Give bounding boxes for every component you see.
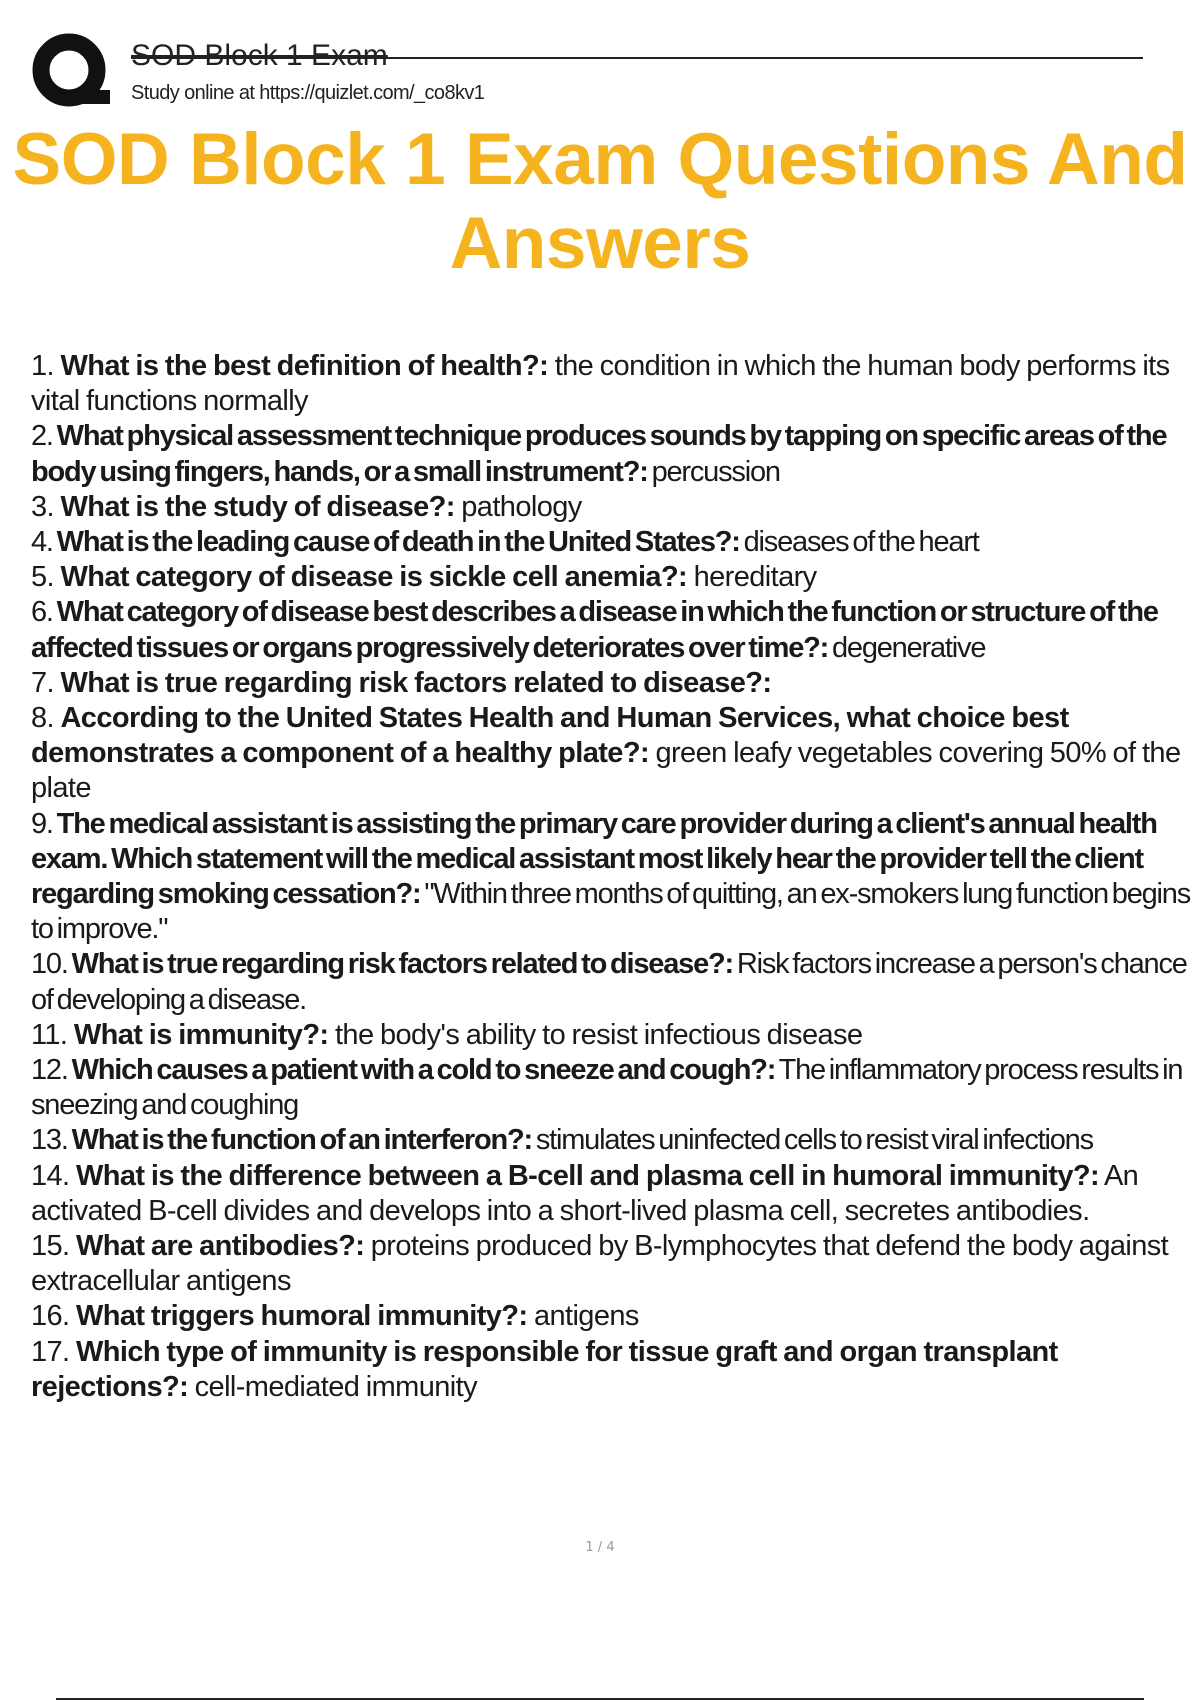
page-title: SOD Block 1 Exam Questions And Answers — [12, 119, 1188, 284]
qa-answer: degenerative — [831, 631, 986, 664]
qa-question: What triggers humoral immunity?: — [75, 1300, 528, 1333]
qa-answer: "Within three months of quitting, an ex-smokers lung function begins to improve." — [31, 878, 1191, 946]
qa-number: 12. — [31, 1054, 68, 1087]
qa-answer: green leafy vegetables covering 50% of the plate — [31, 737, 1181, 805]
qa-answer: An activated B-cell divides and develops into a short-lived plasma cell, secretes antibodies. — [31, 1159, 1139, 1227]
qa-number: 1. — [31, 350, 54, 382]
qa-question: Which type of immunity is responsible for tissue graft and organ transplant rejections?: — [31, 1335, 1058, 1403]
qa-number: 2. — [31, 420, 53, 453]
qa-question: What category of disease is sickle cell anemia?: — [60, 561, 688, 594]
qa-answer: the body's ability to resist infectious disease — [334, 1018, 863, 1051]
qa-item-12 — [31, 1053, 1200, 1123]
qa-number: 13. — [31, 1124, 68, 1157]
quizlet-q-logo-icon — [30, 30, 112, 112]
qa-number: 6. — [31, 596, 53, 629]
qa-item-16 — [31, 1299, 1200, 1334]
qa-answer: Risk factors increase a person's chance of developing a disease. — [31, 948, 1187, 1016]
header-divider — [131, 57, 1143, 59]
qa-item-3 — [31, 490, 1200, 525]
qa-number: 10. — [31, 948, 68, 981]
qa-item-10 — [31, 947, 1200, 1017]
qa-answer: antigens — [533, 1300, 639, 1333]
qa-number: 7. — [31, 666, 54, 699]
qa-number: 16. — [31, 1300, 70, 1333]
qa-item-1 — [31, 349, 1200, 419]
qa-item-7 — [31, 666, 1200, 701]
qa-answer: cell-mediated immunity — [194, 1370, 477, 1403]
qa-number: 3. — [31, 490, 54, 523]
page-number: 1 / 4 — [585, 1540, 615, 1555]
qa-question: The medical assistant is assisting the primary care provider during a client's annual health exam. Which statement will the medical assistant most likely hear the provider tell the client regarding smoking cessation?: — [31, 807, 1157, 911]
qa-number: 17. — [31, 1335, 70, 1368]
qa-item-15 — [31, 1229, 1200, 1299]
qa-item-17 — [31, 1335, 1200, 1405]
qa-answer: pathology — [461, 490, 582, 523]
qa-number: 4. — [31, 526, 53, 559]
qa-question: What is the study of disease?: — [60, 490, 455, 523]
header-title: SOD Block 1 Exam — [131, 39, 388, 72]
qa-question: What are antibodies?: — [75, 1230, 365, 1263]
qa-answer: The inflammatory process results in sneezing and coughing — [31, 1054, 1183, 1122]
qa-question: What is immunity?: — [73, 1018, 329, 1051]
qa-question: What is the best definition of health?: — [60, 350, 549, 382]
qa-question: What is the function of an interferon?: — [71, 1124, 532, 1157]
qa-question: What physical assessment technique produces sounds by tapping on specific areas of the body using fingers, hands, or a small instrument?: — [31, 420, 1167, 488]
qa-number: 5. — [31, 561, 54, 594]
qa-question: What category of disease best describes a disease in which the function or structure of the affected tissues or organs progressively deteriorates over time?: — [31, 596, 1158, 664]
qa-item-9 — [31, 807, 1200, 948]
qa-number: 15. — [31, 1230, 70, 1263]
qa-question: According to the United States Health and Human Services, what choice best demonstrates a component of a healthy plate?: — [31, 702, 1069, 770]
qa-question: What is true regarding risk factors related to disease?: — [71, 948, 733, 981]
qa-answer: proteins produced by B-lymphocytes that defend the body against extracellular antigens — [31, 1230, 1169, 1298]
qa-question: Which causes a patient with a cold to sneeze and cough?: — [71, 1054, 776, 1087]
qa-item-2 — [31, 419, 1200, 489]
qa-answer: stimulates uninfected cells to resist viral infections — [535, 1124, 1093, 1157]
qa-item-13 — [31, 1123, 1200, 1158]
qa-item-11 — [31, 1018, 1200, 1053]
qa-answer: diseases of the heart — [743, 526, 979, 559]
qa-number: 9. — [31, 807, 53, 840]
qa-answer: percussion — [651, 455, 780, 488]
qa-item-6 — [31, 595, 1200, 665]
qa-number: 11. — [31, 1018, 68, 1051]
qa-item-4 — [31, 525, 1200, 560]
qa-question: What is true regarding risk factors related to disease?: — [60, 666, 772, 699]
qa-question: What is the leading cause of death in the United States?: — [56, 526, 740, 559]
qa-item-5 — [31, 560, 1200, 595]
header-subtitle: Study online at https://quizlet.com/_co8kv1 — [131, 82, 485, 104]
qa-number: 8. — [31, 702, 54, 735]
qa-item-8 — [31, 701, 1200, 807]
qa-list — [31, 349, 1200, 1405]
qa-item-14 — [31, 1159, 1200, 1229]
qa-answer: hereditary — [693, 561, 817, 594]
qa-answer: the condition in which the human body performs its vital functions normally — [31, 350, 1170, 418]
qa-number: 14. — [31, 1159, 70, 1192]
qa-question: What is the difference between a B-cell and plasma cell in humoral immunity?: — [75, 1159, 1100, 1192]
